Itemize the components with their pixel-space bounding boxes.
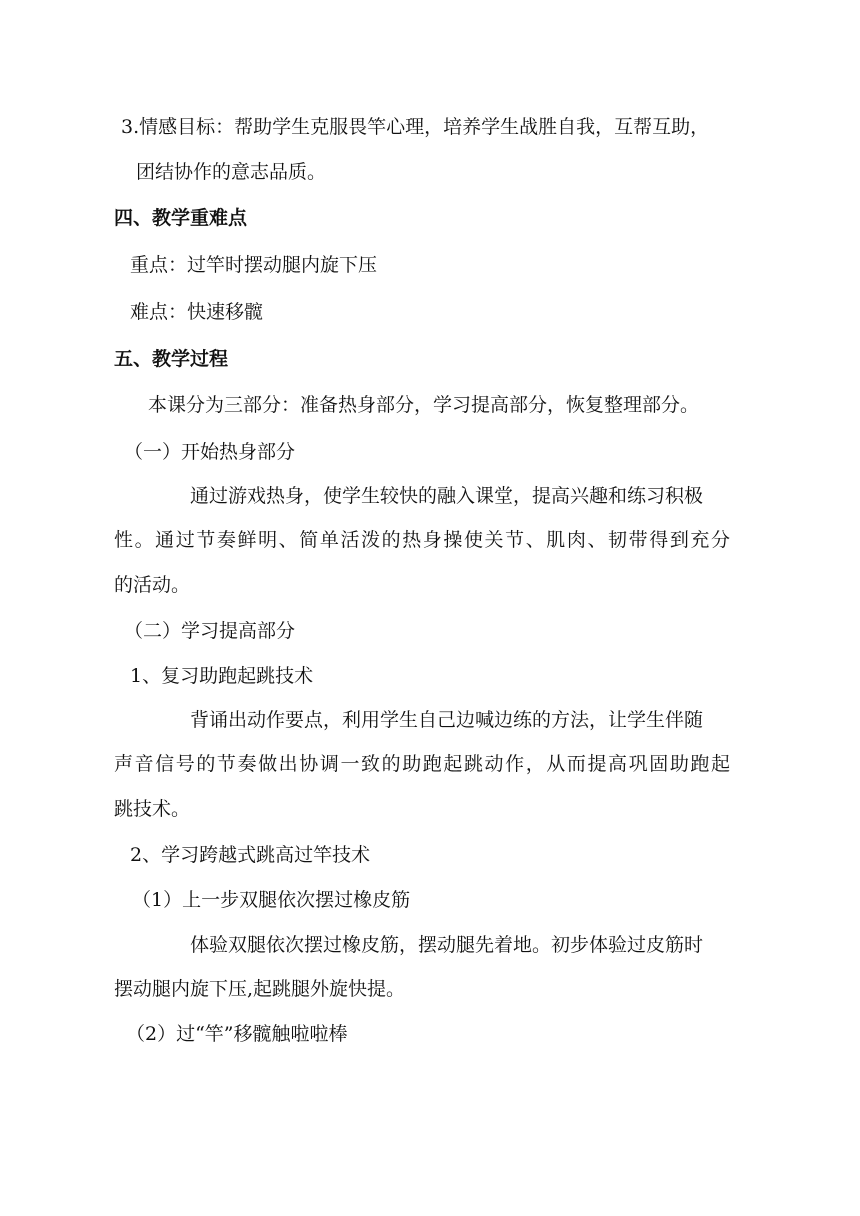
part1-paragraph-line-2: 性。通过节奏鲜明、简单活泼的热身操使关节、肌肉、韧带得到充分 (114, 529, 730, 551)
part2-title: （二）学习提高部分 (124, 620, 296, 642)
subsection-1-line-2: 声音信号的节奏做出协调一致的助跑起跳动作，从而提高巩固助跑起 (114, 753, 730, 775)
section-heading-process: 五、教学过程 (114, 348, 229, 370)
subsection-1-line-3: 跳技术。 (114, 798, 191, 820)
subsection-1-title: 1、复习助跑起跳技术 (130, 665, 314, 687)
step-1-line-2: 摆动腿内旋下压,起跳腿外旋快提。 (114, 978, 406, 1000)
subsection-1-line-1: 背诵出动作要点，利用学生自己边喊边练的方法，让学生伴随 (190, 709, 704, 731)
step-1-line-1: 体验双腿依次摆过橡皮筋，摆动腿先着地。初步体验过皮筋时 (190, 934, 704, 956)
step-2-title: （2）过“竿”移髋触啦啦棒 (126, 1023, 348, 1045)
part1-paragraph-line-3: 的活动。 (114, 574, 191, 596)
key-point-item: 重点：过竿时摆动腿内旋下压 (130, 254, 378, 276)
part1-title: （一）开始热身部分 (124, 441, 296, 463)
part1-paragraph-line-1: 通过游戏热身，使学生较快的融入课堂，提高兴趣和练习积极 (190, 485, 704, 507)
emotion-goal-line-1: 3.情感目标：帮助学生克服畏竿心理，培养学生战胜自我，互帮互助， (121, 116, 710, 138)
step-1-title: （1）上一步双腿依次摆过橡皮筋 (132, 889, 411, 911)
difficult-point-item: 难点：快速移髋 (130, 301, 264, 323)
subsection-2-title: 2、学习跨越式跳高过竿技术 (130, 844, 371, 866)
emotion-goal-line-2: 团结协作的意志品质。 (136, 161, 327, 183)
process-intro: 本课分为三部分：准备热身部分，学习提高部分，恢复整理部分。 (148, 394, 700, 416)
section-heading-key-points: 四、教学重难点 (114, 207, 248, 229)
